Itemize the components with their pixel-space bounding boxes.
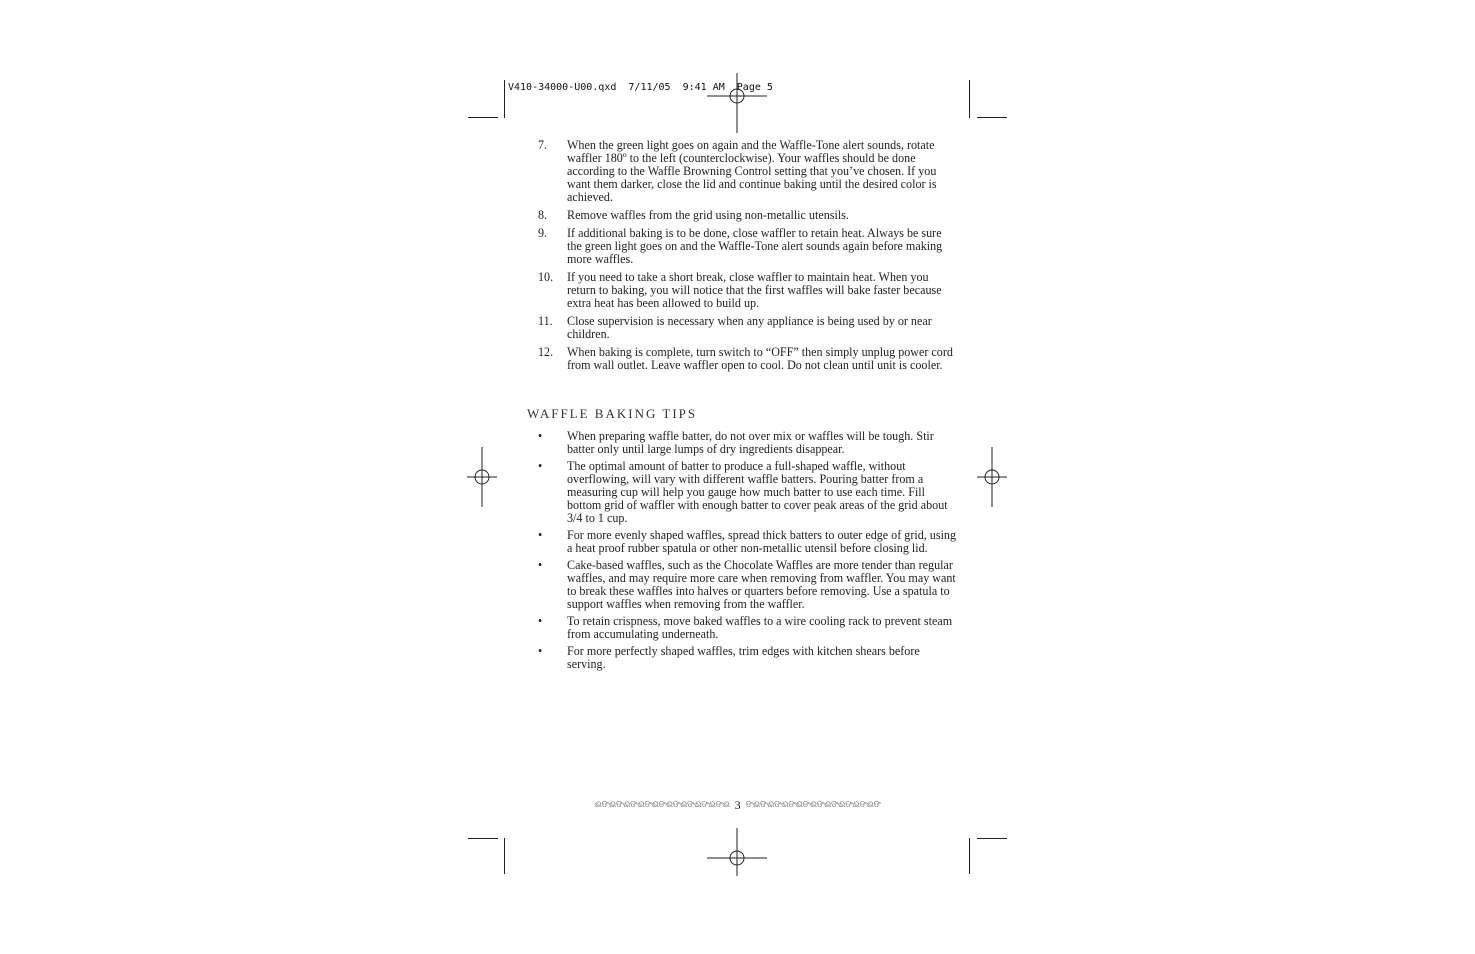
bullet: • (538, 528, 543, 542)
crop-mark (977, 117, 1007, 118)
step-text: If you need to take a short break, close waffler to maintain heat. When you return to baking, you will notice that the first waffles will bake faster because extra heat has been allowed to build up. (567, 270, 942, 310)
tip-text: To retain crispness, move baked waffles to a wire cooling rack to prevent steam from accumulating underneath. (567, 614, 953, 641)
step-number: 9. (538, 226, 548, 240)
crop-mark (969, 838, 970, 874)
registration-mark-icon (707, 73, 767, 133)
bullet: • (538, 429, 543, 443)
crop-mark (969, 80, 970, 118)
step-number: 8. (538, 208, 548, 222)
step-text: Remove waffles from the grid using non-metallic utensils. (567, 208, 849, 222)
page-number: 3 (734, 797, 741, 812)
tip-text: When preparing waffle batter, do not over mix or waffles will be tough. Stir batter only until large lumps of dry ingredients disappear. (567, 429, 934, 456)
tip-text: For more evenly shaped waffles, spread thick batters to outer edge of grid, using a heat proof rubber spatula or other non-metallic utensil before closing lid. (567, 528, 957, 555)
step-text: Close supervision is necessary when any appliance is being used by or near children. (567, 314, 932, 341)
step-number: 11. (538, 314, 553, 328)
bullet: • (538, 558, 543, 572)
registration-mark-icon (467, 447, 497, 507)
ornament-right: ଙଈଙଈଙଈଙଈଙଈଙଈଙଈଙଈଙଈଙ (745, 800, 881, 810)
list-item (538, 460, 958, 525)
crop-mark (977, 838, 1007, 839)
list-item (538, 139, 958, 204)
list-item (538, 559, 958, 611)
step-number: 7. (538, 138, 548, 152)
bullet: • (538, 459, 543, 473)
step-number: 10. (538, 270, 554, 284)
registration-mark-icon (707, 828, 767, 876)
ornament-left: ଈଙଈଙଈଙଈଙଈଙଈଙଈଙଈଙଈଙଈ (594, 800, 730, 810)
crop-mark (504, 838, 505, 874)
step-text: When baking is complete, turn switch to “OFF” then simply unplug power cord from wall outlet. Leave waffler open to cool. Do not clean until unit is cooler. (567, 345, 953, 372)
list-item (538, 529, 958, 555)
step-text: If additional baking is to be done, close waffler to retain heat. Always be sure the green light goes on and the Waffle-Tone alert sounds again before making more waffles. (567, 226, 943, 266)
list-item (538, 645, 958, 671)
list-item (538, 209, 958, 222)
tips-list (538, 430, 958, 675)
list-item (538, 346, 958, 372)
list-item (538, 315, 958, 341)
crop-mark (468, 117, 498, 118)
registration-mark-icon (977, 447, 1007, 507)
crop-mark (468, 838, 498, 839)
tip-text: Cake-based waffles, such as the Chocolate Waffles are more tender than regular waffles, and may require more care when removing from waffler. You may want to break these waffles into halves or quarters before removing. Use a spatula to support waffles when removing from the waffler. (567, 558, 956, 611)
tip-text: The optimal amount of batter to produce a full-shaped waffle, without overflowing, will vary with different waffle batters. Pouring batter from a measuring cup will help you gauge how much batter to use each time. Fill bottom grid of waffler with enough batter to cover peak areas of the grid about 3/4 to 1 cup. (567, 459, 948, 525)
list-item (538, 271, 958, 310)
step-number: 12. (538, 345, 554, 359)
crop-mark (504, 80, 505, 118)
step-text: When the green light goes on again and the Waffle-Tone alert sounds, rotate waffler 180º to the left (counterclockwise). Your waffles should be done according to the Waffle Browning Control setting that you’ve chosen. If you want them darker, close the lid and continue baking until the desired color is achieved. (567, 138, 937, 204)
list-item (538, 430, 958, 456)
file-slug: V410-34000-U00.qxd 7/11/05 9:41 AM Page 5 (508, 82, 773, 93)
tip-text: For more perfectly shaped waffles, trim edges with kitchen shears before serving. (567, 644, 920, 671)
bullet: • (538, 614, 543, 628)
instruction-steps (538, 139, 958, 377)
list-item (538, 615, 958, 641)
page-footer (540, 797, 935, 813)
bullet: • (538, 644, 543, 658)
section-heading: WAFFLE BAKING TIPS (527, 406, 698, 421)
list-item (538, 227, 958, 266)
